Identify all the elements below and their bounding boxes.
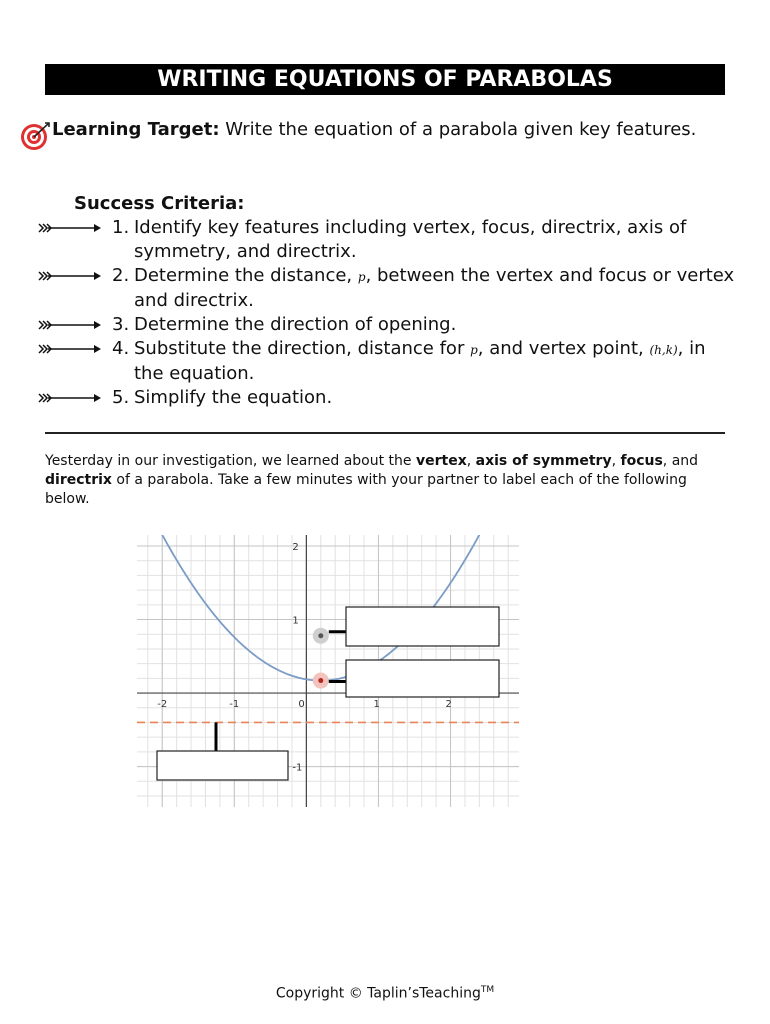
intro-text: of a parabola. Take a few minutes with your partner to label each of the following below. (45, 472, 687, 507)
term-directrix: directrix (45, 472, 112, 488)
math-variable: p (470, 343, 478, 357)
criteria-number: 4. (112, 338, 130, 359)
focus-point (318, 633, 323, 638)
intro-text: , and (662, 453, 699, 469)
criteria-text: Determine the distance, (134, 265, 358, 286)
arrow-icon (38, 392, 102, 404)
arrow-icon (38, 222, 102, 234)
x-tick-label: 1 (373, 699, 380, 711)
learning-target (20, 118, 740, 142)
criteria-item (38, 313, 738, 337)
criteria-item (38, 386, 738, 410)
arrow-icon (38, 270, 102, 282)
criteria-text: Simplify the equation. (134, 387, 333, 408)
trademark: TM (480, 985, 495, 995)
parabola-graph (137, 535, 519, 807)
copyright-footer (0, 985, 770, 1002)
term-vertex: vertex (416, 453, 467, 469)
term-focus: focus (620, 453, 663, 469)
criteria-text: Identify key features including vertex, focus, directrix, axis of symmetry, and directrix. (134, 217, 687, 262)
intro-text: , (466, 453, 476, 469)
copyright-text: Copyright © Taplin’sTeaching (275, 985, 481, 1002)
vertex-label-box[interactable] (346, 660, 499, 697)
criteria-text: , in the equation. (134, 338, 706, 384)
criteria-text: Substitute the direction, distance for (134, 338, 471, 359)
intro-paragraph (45, 452, 735, 509)
intro-text: , (611, 453, 621, 469)
intro-text: Yesterday in our investigation, we learned about the (45, 453, 416, 469)
success-criteria-list (38, 216, 738, 410)
math-variable: (h,k) (649, 343, 678, 357)
criteria-number: 2. (112, 265, 130, 286)
directrix-label-box[interactable] (157, 751, 288, 780)
page-title: WRITING EQUATIONS OF PARABOLAS (45, 64, 725, 95)
success-criteria-title: Success Criteria: (74, 193, 245, 214)
criteria-number: 3. (112, 314, 130, 335)
math-variable: p (357, 270, 366, 284)
divider (45, 432, 725, 434)
criteria-item (38, 337, 738, 386)
focus-label-box[interactable] (346, 607, 499, 646)
arrow-icon (38, 343, 102, 355)
y-tick-label: -1 (292, 762, 303, 774)
criteria-number: 5. (112, 387, 130, 408)
target-icon (20, 120, 52, 152)
x-tick-label: -2 (157, 699, 168, 711)
x-tick-label: 0 (298, 699, 305, 711)
vertex-point (318, 678, 323, 683)
y-tick-label: 2 (292, 542, 299, 554)
x-tick-label: -1 (229, 699, 240, 711)
criteria-text: , between the vertex and focus or vertex and directrix. (134, 265, 735, 311)
x-tick-label: 2 (445, 699, 452, 711)
learning-target-label: Learning Target: (52, 119, 220, 140)
criteria-number: 1. (112, 217, 130, 238)
criteria-text: , and vertex point, (477, 338, 650, 359)
criteria-text: Determine the direction of opening. (134, 314, 457, 335)
criteria-item (38, 264, 738, 313)
arrow-icon (38, 319, 102, 331)
learning-target-text: Write the equation of a parabola given key features. (219, 119, 697, 140)
criteria-item (38, 216, 738, 264)
term-axis-of-symmetry: axis of symmetry (475, 453, 612, 469)
y-tick-label: 1 (292, 615, 299, 627)
